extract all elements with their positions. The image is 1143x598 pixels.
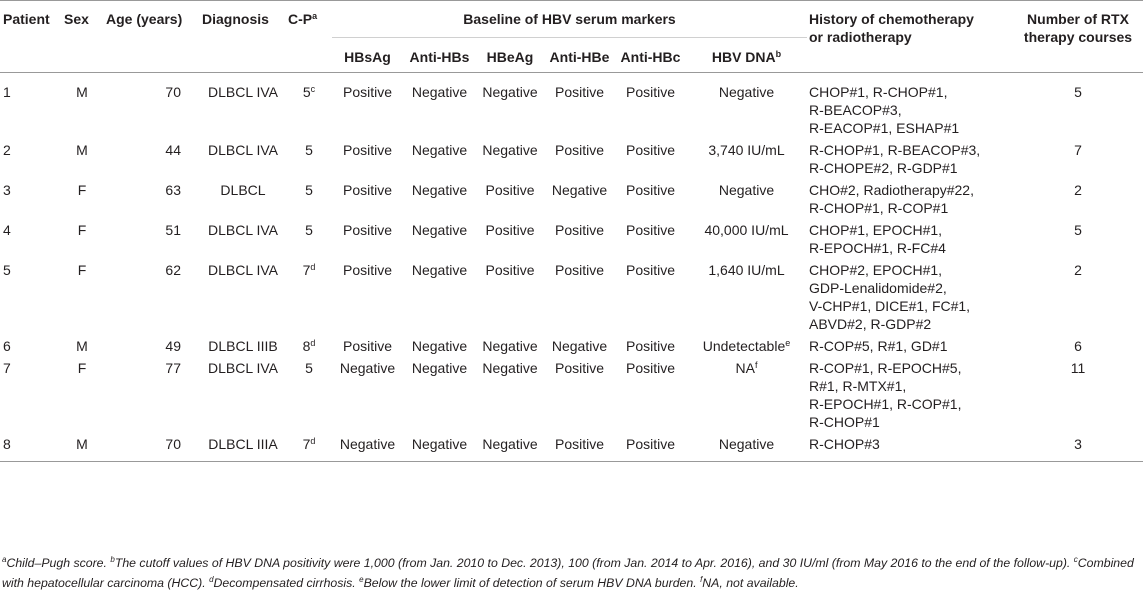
cell-anti-hbc-value: Positive: [625, 182, 676, 198]
cell-anti-hbc-value: Positive: [625, 338, 676, 354]
cell-hbv-dna-value: Undetectable: [702, 338, 786, 354]
cell-rtx-courses: [1013, 257, 1143, 333]
cell-anti-hbe: [544, 257, 615, 333]
header-history: History of chemotherapy or radiotherapy: [809, 11, 974, 45]
cell-rtx-courses-value: 6: [1074, 338, 1082, 354]
cell-anti-hbe: [544, 431, 615, 462]
cell-age-value: 44: [165, 142, 181, 158]
cell-hbeag: [476, 137, 544, 177]
cell-age-value: 62: [165, 262, 181, 278]
cell-hbeag: [476, 431, 544, 462]
cell-cp-value: 5: [305, 222, 313, 238]
cell-diagnosis-value: DLBCL IIIA: [208, 436, 278, 452]
cell-sex-value: M: [76, 142, 88, 158]
cell-hbeag-value: Negative: [482, 142, 538, 158]
cell-sex-value: M: [76, 84, 88, 100]
cell-hbsag-value: Positive: [342, 222, 393, 238]
cell-rtx-courses-value: 5: [1074, 222, 1082, 238]
cell-hbv-dna: [686, 333, 807, 355]
cell-sex: [62, 333, 102, 355]
cell-cp: [286, 257, 332, 333]
cell-hbsag-value: Positive: [342, 84, 393, 100]
cell-anti-hbc-value: Positive: [625, 436, 676, 452]
cell-hbsag: [332, 137, 403, 177]
cell-hbsag: [332, 257, 403, 333]
cell-sex-value: F: [77, 360, 87, 376]
cell-diagnosis-value: DLBCL IVA: [207, 262, 279, 278]
cell-patient: [0, 333, 62, 355]
cell-anti-hbc-value: Positive: [625, 360, 676, 376]
cell-rtx-courses: [1013, 355, 1143, 431]
history-line: R-CHOP#1, R-COP#1: [809, 200, 949, 216]
cell-hbeag-value: Positive: [485, 182, 535, 198]
cell-age-value: 70: [165, 436, 181, 452]
cell-anti-hbc: [615, 333, 686, 355]
cell-anti-hbs: [403, 355, 476, 431]
cell-sex-value: F: [77, 262, 87, 278]
cell-hbsag: [332, 431, 403, 462]
header-hbsag: HBsAg: [344, 49, 391, 65]
footnote-text: Combined with hepatocellular carcinoma (HCC).: [2, 556, 1134, 590]
cell-hbeag-value: Negative: [482, 338, 538, 354]
cell-cp: [286, 73, 332, 138]
cell-sex: [62, 431, 102, 462]
cell-patient: [0, 137, 62, 177]
cell-sex: [62, 177, 102, 217]
cell-sex: [62, 355, 102, 431]
footnote-mark: f: [700, 575, 703, 584]
footnote-mark: d: [310, 262, 316, 272]
cell-hbv-dna: [686, 217, 807, 257]
cell-cp-value: 7: [302, 436, 311, 452]
cell-sex-value: F: [77, 222, 87, 238]
cell-anti-hbe-value: Positive: [554, 360, 605, 376]
history-line: GDP-Lenalidomide#2,: [809, 280, 947, 296]
cell-history: [807, 355, 1013, 431]
cell-anti-hbs: [403, 137, 476, 177]
history-line: CHOP#2, EPOCH#1,: [809, 262, 943, 278]
cell-anti-hbe-value: Negative: [551, 338, 608, 354]
cell-rtx-courses-value: 11: [1070, 360, 1086, 376]
cell-anti-hbe-value: Positive: [554, 222, 605, 238]
table-row: [0, 73, 1143, 138]
cell-anti-hbs: [403, 257, 476, 333]
cell-rtx-courses-value: 5: [1074, 84, 1082, 100]
cell-anti-hbe-value: Positive: [554, 142, 605, 158]
header-anti-hbc: Anti-HBc: [620, 49, 681, 65]
cell-diagnosis: [200, 355, 286, 431]
cell-anti-hbe: [544, 355, 615, 431]
cell-diagnosis-value: DLBCL IVA: [207, 142, 279, 158]
cell-diagnosis-value: DLBCL: [220, 182, 266, 198]
cell-history: [807, 431, 1013, 462]
cell-hbv-dna-value: 3,740 IU/mL: [708, 142, 785, 158]
header-hbv-dna-footnote-mark: b: [775, 49, 782, 59]
cell-rtx-courses: [1013, 73, 1143, 138]
header-cp-footnote-mark: a: [312, 11, 318, 21]
cell-anti-hbe: [544, 137, 615, 177]
cell-anti-hbs-value: Negative: [411, 338, 468, 354]
cell-hbeag-value: Negative: [482, 436, 538, 452]
header-patient: Patient: [3, 11, 50, 27]
cell-history: [807, 177, 1013, 217]
cell-patient-value: 3: [3, 182, 11, 198]
cell-hbsag-value: Positive: [342, 142, 393, 158]
cell-hbsag-value: Negative: [339, 436, 396, 452]
cell-anti-hbe-value: Positive: [554, 262, 605, 278]
footnote-text: Below the lower limit of detection of serum HBV DNA burden.: [363, 576, 701, 590]
cell-anti-hbe: [544, 217, 615, 257]
table-row: [0, 355, 1143, 431]
cell-anti-hbc-value: Positive: [625, 222, 676, 238]
cell-hbeag: [476, 355, 544, 431]
cell-hbsag: [332, 73, 403, 138]
cell-anti-hbc: [615, 431, 686, 462]
cell-hbeag: [476, 177, 544, 217]
footnote-text: NA, not available.: [702, 576, 799, 590]
cell-hbeag: [476, 73, 544, 138]
footnote-text: Decompensated cirrhosis.: [213, 576, 360, 590]
cell-hbeag-value: Negative: [482, 360, 538, 376]
cell-anti-hbe: [544, 73, 615, 138]
footnote-mark: e: [359, 575, 364, 584]
footnote-text: The cutoff values of HBV DNA positivity were 1,000 (from Jan. 2010 to Dec. 2013), 100 (from Jan. 2014 to Apr. 2016), and 30 IU/ml (from May 2016 to the end of the follow-up).: [114, 556, 1074, 570]
cell-age: [102, 137, 200, 177]
cell-cp: [286, 177, 332, 217]
cell-diagnosis: [200, 333, 286, 355]
cell-rtx-courses: [1013, 217, 1143, 257]
table-row: [0, 217, 1143, 257]
table-footnotes: [2, 553, 1140, 593]
cell-hbsag-value: Positive: [342, 182, 393, 198]
cell-hbv-dna: [686, 431, 807, 462]
cell-hbsag: [332, 177, 403, 217]
cell-anti-hbe-value: Positive: [554, 436, 605, 452]
history-line: R-CHOP#1, R-BEACOP#3,: [809, 142, 981, 158]
cell-age-value: 51: [165, 222, 181, 238]
history-line: R-CHOP#3: [809, 436, 880, 452]
cell-hbv-dna: [686, 73, 807, 138]
cell-anti-hbs-value: Negative: [411, 222, 468, 238]
table-row: [0, 431, 1143, 462]
cell-rtx-courses-value: 3: [1074, 436, 1082, 452]
header-cp: $C-P^a$: [288, 11, 318, 27]
cell-hbsag: [332, 355, 403, 431]
footnote-mark: d: [209, 575, 214, 584]
table-row: [0, 177, 1143, 217]
footnote-mark: d: [310, 436, 316, 446]
cell-hbv-dna: [686, 355, 807, 431]
footnote-mark: f: [754, 360, 758, 370]
cell-anti-hbc: [615, 217, 686, 257]
header-rtx-courses: Number of RTX therapy courses: [1023, 11, 1133, 45]
cell-age-value: 49: [165, 338, 181, 354]
cell-hbsag-value: Positive: [342, 338, 393, 354]
cell-anti-hbs-value: Negative: [411, 360, 468, 376]
cell-patient: [0, 257, 62, 333]
cell-cp-value: 7: [302, 262, 311, 278]
history-line: CHOP#1, R-CHOP#1,: [809, 84, 948, 100]
cell-anti-hbs-value: Negative: [411, 436, 468, 452]
cell-patient: [0, 431, 62, 462]
cell-diagnosis: [200, 177, 286, 217]
history-line: CHOP#1, EPOCH#1,: [809, 222, 943, 238]
history-line: R-CHOPE#2, R-GDP#1: [809, 160, 958, 176]
cell-hbsag-value: Positive: [342, 262, 393, 278]
cell-cp-value: 5: [305, 142, 313, 158]
cell-anti-hbe: [544, 177, 615, 217]
header-baseline-group: Baseline of HBV serum markers: [332, 1, 807, 38]
cell-hbeag-value: Negative: [482, 84, 538, 100]
history-line: R-COP#5, R#1, GD#1: [809, 338, 948, 354]
cell-age: [102, 355, 200, 431]
footnote-mark: a: [2, 555, 7, 564]
header-diagnosis: Diagnosis: [202, 11, 269, 27]
cell-hbv-dna-value: Negative: [718, 182, 775, 198]
cell-rtx-courses: [1013, 177, 1143, 217]
history-line: R-EPOCH#1, R-FC#4: [809, 240, 946, 256]
history-line: ABVD#2, R-GDP#2: [809, 316, 932, 332]
cell-anti-hbs: [403, 217, 476, 257]
table-body: [0, 73, 1143, 462]
history-line: R-EPOCH#1, R-COP#1,: [809, 396, 962, 412]
cell-anti-hbs-value: Negative: [411, 84, 468, 100]
cell-hbeag: [476, 257, 544, 333]
cell-age: [102, 257, 200, 333]
cell-rtx-courses: [1013, 431, 1143, 462]
cell-history: [807, 333, 1013, 355]
cell-age: [102, 73, 200, 138]
cell-hbv-dna-value: Negative: [718, 84, 775, 100]
cell-sex-value: M: [76, 338, 88, 354]
cell-patient-value: 6: [3, 338, 11, 354]
cell-patient-value: 7: [3, 360, 11, 376]
cell-history: [807, 73, 1013, 138]
cell-age: [102, 177, 200, 217]
cell-anti-hbe: [544, 333, 615, 355]
cell-hbv-dna-value: 1,640 IU/mL: [708, 262, 785, 278]
cell-age: [102, 333, 200, 355]
header-hbeag: HBeAg: [486, 49, 534, 65]
header-anti-hbs: Anti-HBs: [409, 49, 470, 65]
cell-cp: [286, 137, 332, 177]
cell-sex: [62, 137, 102, 177]
history-line: R#1, R-MTX#1,: [809, 378, 907, 394]
cell-diagnosis-value: DLBCL IIIB: [208, 338, 278, 354]
cell-sex: [62, 257, 102, 333]
cell-age: [102, 431, 200, 462]
cell-cp: [286, 355, 332, 431]
table-row: [0, 137, 1143, 177]
cell-history: [807, 137, 1013, 177]
cell-hbv-dna-value: 40,000 IU/mL: [704, 222, 789, 238]
cell-anti-hbs-value: Negative: [411, 142, 468, 158]
footnote-mark: e: [785, 338, 791, 348]
cell-anti-hbc: [615, 257, 686, 333]
cell-anti-hbs-value: Negative: [411, 262, 468, 278]
cell-anti-hbc: [615, 355, 686, 431]
footnote-mark: d: [310, 338, 316, 348]
history-line: R-EACOP#1, ESHAP#1: [809, 120, 960, 136]
cell-rtx-courses: [1013, 137, 1143, 177]
header-anti-hbe: Anti-HBe: [549, 49, 610, 65]
cell-age-value: 70: [165, 84, 181, 100]
cell-anti-hbc-value: Positive: [625, 84, 676, 100]
history-line: R-COP#1, R-EPOCH#5,: [809, 360, 962, 376]
cell-age-value: 63: [165, 182, 181, 198]
cell-anti-hbe-value: Negative: [551, 182, 608, 198]
cell-sex-value: F: [77, 182, 87, 198]
cell-cp-value: 5: [302, 84, 311, 100]
cell-patient: [0, 177, 62, 217]
cell-anti-hbs: [403, 177, 476, 217]
cell-diagnosis-value: DLBCL IVA: [207, 360, 279, 376]
footnote-mark: b: [110, 555, 115, 564]
cell-cp: [286, 333, 332, 355]
header-hbv-dna: HBV DNA$^b$: [711, 49, 782, 65]
cell-cp: [286, 431, 332, 462]
cell-rtx-courses-value: 2: [1074, 262, 1082, 278]
cell-diagnosis: [200, 257, 286, 333]
cell-age: [102, 217, 200, 257]
history-line: V-CHP#1, DICE#1, FC#1,: [809, 298, 971, 314]
cell-patient-value: 2: [3, 142, 11, 158]
cell-patient-value: 4: [3, 222, 11, 238]
cell-diagnosis-value: DLBCL IVA: [207, 222, 279, 238]
cell-anti-hbs: [403, 333, 476, 355]
cell-hbv-dna: [686, 137, 807, 177]
history-line: CHO#2, Radiotherapy#22,: [809, 182, 974, 198]
cell-diagnosis: [200, 73, 286, 138]
cell-hbsag-value: Negative: [339, 360, 396, 376]
cell-patient: [0, 217, 62, 257]
cell-hbsag: [332, 217, 403, 257]
footnote-text: Child–Pugh score.: [6, 556, 111, 570]
history-line: R-CHOP#1: [809, 414, 880, 430]
cell-patient-value: 1: [3, 84, 11, 100]
footnote-mark: c: [310, 84, 316, 94]
cell-hbv-dna: [686, 257, 807, 333]
cell-anti-hbc: [615, 137, 686, 177]
cell-hbv-dna-value: Negative: [718, 436, 775, 452]
cell-diagnosis-value: DLBCL IVA: [207, 84, 279, 100]
table-row: [0, 257, 1143, 333]
cell-anti-hbc-value: Positive: [625, 262, 676, 278]
cell-patient-value: 8: [3, 436, 11, 452]
cell-anti-hbs: [403, 431, 476, 462]
cell-cp-value: 5: [305, 360, 313, 376]
cell-hbeag: [476, 217, 544, 257]
cell-hbsag: [332, 333, 403, 355]
cell-anti-hbc-value: Positive: [625, 142, 676, 158]
cell-diagnosis: [200, 217, 286, 257]
cell-cp-value: 8: [302, 338, 311, 354]
cell-hbv-dna-value: NA: [735, 360, 755, 376]
cell-cp: [286, 217, 332, 257]
cell-rtx-courses: [1013, 333, 1143, 355]
header-sex: Sex: [64, 11, 89, 27]
cell-patient-value: 5: [3, 262, 11, 278]
cell-hbeag-value: Positive: [485, 262, 535, 278]
cell-patient: [0, 73, 62, 138]
footnote-mark: c: [1073, 555, 1078, 564]
cell-history: [807, 257, 1013, 333]
cell-patient: [0, 355, 62, 431]
cell-anti-hbs: [403, 73, 476, 138]
cell-rtx-courses-value: 2: [1074, 182, 1082, 198]
cell-anti-hbc: [615, 177, 686, 217]
cell-history: [807, 217, 1013, 257]
cell-diagnosis: [200, 137, 286, 177]
cell-sex: [62, 73, 102, 138]
header-age: Age (years): [106, 11, 183, 27]
cell-anti-hbc: [615, 73, 686, 138]
cell-hbeag-value: Positive: [485, 222, 535, 238]
cell-sex: [62, 217, 102, 257]
cell-diagnosis: [200, 431, 286, 462]
history-line: R-BEACOP#3,: [809, 102, 902, 118]
cell-sex-value: M: [76, 436, 88, 452]
cell-hbv-dna: [686, 177, 807, 217]
table-header: [0, 1, 1143, 73]
cell-cp-value: 5: [305, 182, 313, 198]
table-row: [0, 333, 1143, 355]
cell-age-value: 77: [165, 360, 181, 376]
cell-rtx-courses-value: 7: [1074, 142, 1082, 158]
cell-anti-hbe-value: Positive: [554, 84, 605, 100]
cell-hbeag: [476, 333, 544, 355]
cell-anti-hbs-value: Negative: [411, 182, 468, 198]
